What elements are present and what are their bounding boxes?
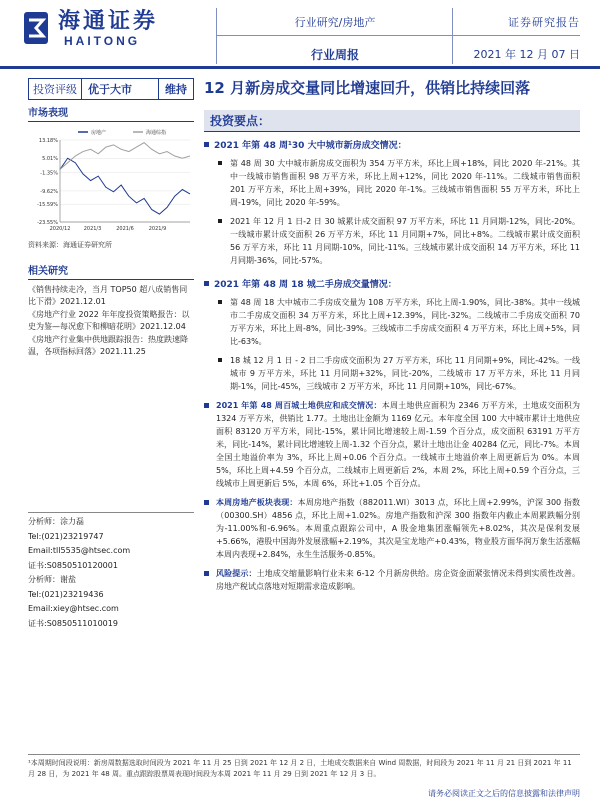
sector-section bbox=[204, 496, 580, 561]
y-tick-label: 13.18% bbox=[38, 138, 58, 144]
section-title: 风险提示： bbox=[216, 569, 257, 578]
logo-cn: 海通证券 bbox=[58, 8, 159, 34]
haitong-logo-icon bbox=[22, 10, 50, 46]
header-rule bbox=[0, 66, 600, 69]
square-bullet-icon bbox=[204, 571, 209, 576]
analyst-email[interactable]: Email:tll5535@htsec.com bbox=[28, 546, 131, 555]
market-chart bbox=[28, 126, 194, 236]
section-text: 本周房地产指数（882011.WI）3013 点，环比上周+2.99%，沪深 300 指数（00300.SH）4856 点，环比上周+1.02%。房地产指数和沪深 300 指数年内截止本周累跌幅分别为-11.00%和-6.96%。本周重点跟踪公司中，A 股金地集团涨幅领先+8.02%，其次是保利发展+5.66%，港股中国海外发展涨幅+2.19%，其次是宝龙地产+0.43%，物业股方面华润万象生活涨幅本周内表现+2.84%，永生生活服务-0.85%。 bbox=[216, 498, 581, 559]
bullet-paragraph: 2021 年 12 月 1 日-2 日 30 城累计成交面积 97 万平方米，环比 11 月同期-12%，同比-20%。一线城市累计成交面积 26 万平方米，环比 11 月同期+7%，同比+8%。二线城市累计成交面积 56 万平方米，环比 11 月同期-10%，同比-11%。三线城市累计成交面积 14 万平方米，环比 11 月同期-36%，同比-57%。 bbox=[204, 215, 580, 267]
series-line bbox=[60, 158, 190, 214]
y-tick-label: -9.62% bbox=[40, 188, 58, 195]
related-item[interactable]: 《销售持续走冷，当月 TOP50 超八成销售同比下滑》2021.12.01 bbox=[28, 285, 188, 306]
report-title: 12 月新房成交量同比增速回升，供销比持续回落 bbox=[204, 79, 531, 97]
rating-label: 投资评级 bbox=[29, 79, 82, 99]
left-sidebar bbox=[28, 104, 194, 359]
section-title: 本周房地产板块表现： bbox=[216, 498, 298, 507]
risk-section bbox=[204, 567, 580, 593]
analyst-tel: Tel:(021)23219436 bbox=[28, 589, 104, 599]
rating-box bbox=[28, 78, 194, 100]
legend-label: 房地产 bbox=[91, 130, 107, 136]
footnote: ¹本周期时间段说明：新房周数据选取时间段为 2021 年 11 月 25 日到 2021 年 12 月 2 日，土地成交数据来自 Wind 周数据，时间段为 2021 年 11 月 21 日到 2021 年 11 月 28 日，为 2021 年 48 周。重点跟踪股票周表现时间段为本周 2021 年 11 月 29 日到 2021 年 12 月 3 日。 bbox=[28, 754, 580, 780]
y-tick-label: -23.55% bbox=[37, 220, 58, 226]
section-text: 土地成交缩量影响行业未来 6-12 个月新房供给。房企资金面紧张情况未得到实质性改善。房地产税试点落地对短期需求造成影响。 bbox=[216, 569, 580, 591]
related-item[interactable]: 《房地产行业 2022 年年度投资策略报告：以史为鉴—每况愈下和柳暗花明》2021.12.04 bbox=[28, 310, 190, 331]
bullet-paragraph: 18 城 12 月 1 日 - 2 日二手房成交面积为 27 万平方米，环比 11 月同期+9%，同比-42%。一线城市 9 万平方米，环比 11 月同期+32%，同比-20%，二线城市 17 万平方米，环比 11 月同期-1%，同比-45%，三线城市 2 万平方米，环比 11 月同期+10%，同比-67%。 bbox=[204, 354, 580, 393]
section-title: 2021 年第 48 周 18 城二手房成交量情况： bbox=[204, 277, 580, 290]
analyst-cert: 证书:S0850510120001 bbox=[28, 560, 118, 570]
square-bullet-icon bbox=[204, 403, 209, 408]
disclaimer-footer: 请务必阅读正文之后的信息披露和法律声明 bbox=[428, 789, 580, 798]
rating-value: 优于大市 bbox=[82, 79, 159, 99]
related-list bbox=[28, 284, 194, 358]
legend-label: 海通综指 bbox=[146, 130, 167, 136]
analyst-cert: 证书:S0850511010019 bbox=[28, 618, 118, 628]
market-title: 市场表现 bbox=[28, 104, 194, 122]
square-bullet-icon bbox=[204, 500, 209, 505]
header-divider bbox=[452, 8, 453, 64]
analyst-name: 分析师：谢盐 bbox=[28, 575, 76, 584]
analyst-info bbox=[28, 512, 194, 631]
report-header bbox=[0, 0, 600, 70]
y-tick-label: 5.01% bbox=[42, 156, 58, 163]
rating-hold: 维持 bbox=[165, 83, 187, 96]
section-text: 本周土地供应面积为 2346 万平方米，土地成交面积为 1324 万平方米，供销比 1.77。土地出让金额为 1169 亿元。本年度全国 100 大中城市累计土地供应面积 83120 万平方米，同比-15%，累计同比增速较上周-1.59 个百分点，成交面积 63191 万平方米，同比-14%，累计同比增速较上周-1.32 个百分点，累计土地出让金 40284 亿元，同比-7%。本周全国土地溢价率为 3%，环比上周+0.06 个百分点。一线城市土地溢价率上周更新后为 0%。本周 5%，环比上周+4.59 个百分点，二线城市上周更新后 2%，本周 2%，环比上周+0.59 个百分点，三线城市上周更新后 5%，本周 6%，环比+1.05 个百分点。 bbox=[216, 401, 580, 488]
square-bullet-icon bbox=[204, 281, 209, 286]
analyst-name: 分析师：涂力磊 bbox=[28, 517, 84, 526]
related-item[interactable]: 《房地产行业集中供地跟踪报告：热度跌速降温，各项指标回落》2021.11.25 bbox=[28, 335, 188, 356]
series-line bbox=[60, 143, 190, 170]
x-tick-label: 2020/12 bbox=[49, 226, 71, 232]
related-title: 相关研究 bbox=[28, 262, 194, 280]
y-tick-label: -1.35% bbox=[40, 170, 58, 177]
market-chart-svg bbox=[28, 126, 194, 236]
haitong-logo bbox=[22, 8, 158, 48]
report-type: 行业周报 bbox=[310, 48, 359, 62]
logo-en: HAITONG bbox=[64, 34, 141, 48]
analyst-tel: Tel:(021)23219747 bbox=[28, 531, 104, 541]
report-date: 2021 年 12 月 07 日 bbox=[473, 48, 580, 61]
land-section bbox=[204, 399, 580, 490]
report-category: 行业研究/房地产 bbox=[294, 16, 376, 29]
y-tick-label: -15.59% bbox=[37, 202, 58, 209]
section-title: 2021 年第 48 周¹30 大中城市新房成交情况： bbox=[204, 138, 580, 151]
x-tick-label: 2021/9 bbox=[148, 226, 167, 232]
analyst-email[interactable]: Email:xiey@htsec.com bbox=[28, 604, 119, 613]
section-title: 2021 年第 48 周百城土地供应和成交情况： bbox=[216, 401, 382, 410]
bullet-paragraph: 第 48 周 30 大中城市新房成交面积为 354 万平方米，环比上周+18%，同比 2020 年-21%。其中一线城市销售面积 98 万平方米，环比上周+12%，同比 2020 年-11%。二线城市销售面积 201 万平方米，环比上周+39%，同比 2020 年-1%。三线城市销售面积 55 万平方米，环比上周-19%，同比 2020 年-59%。 bbox=[204, 157, 580, 209]
header-divider bbox=[216, 8, 217, 64]
x-tick-label: 2021/6 bbox=[116, 226, 134, 232]
main-content bbox=[204, 110, 580, 593]
square-bullet-icon bbox=[204, 142, 209, 147]
bullet-paragraph: 第 48 周 18 大中城市二手房成交量为 108 万平方米，环比上周-1.90%，同比-38%。其中一线城市二手房成交面积 34 万平方米，环比上周+12.39%，同比-32%。二线城市二手房成交面积 70 万平方米，环比上周-8%，同比-39%。三线城市二手房成交面积 4 万平方米，环比上周+5%，同比-63%。 bbox=[204, 296, 580, 348]
key-points-title: 投资要点： bbox=[204, 110, 580, 132]
chart-source: 资料来源：海通证券研究所 bbox=[28, 241, 112, 249]
x-tick-label: 2021/3 bbox=[83, 226, 102, 232]
report-kind: 证券研究报告 bbox=[508, 16, 580, 29]
